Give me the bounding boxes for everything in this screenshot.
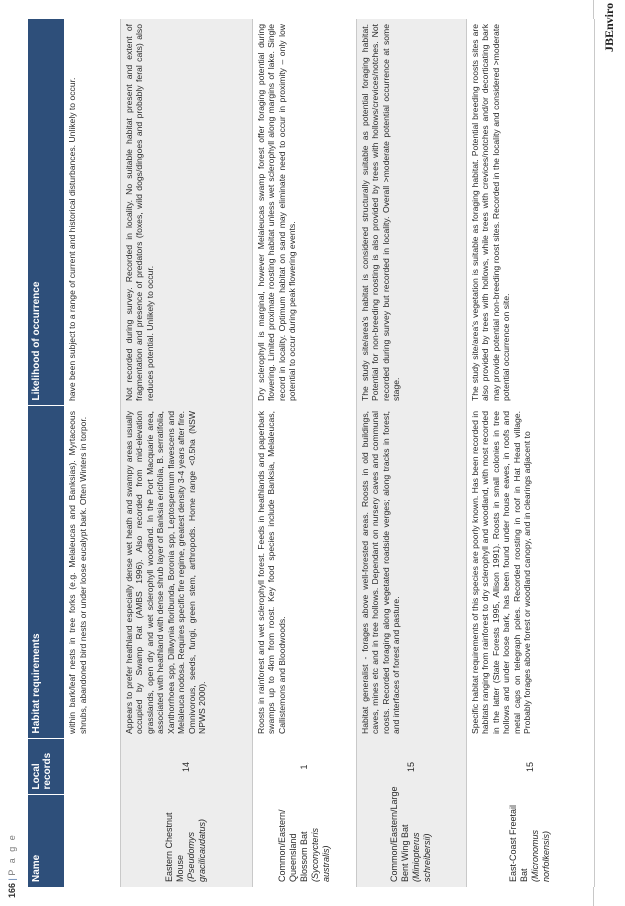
species-name-cell — [252, 795, 356, 887]
header-likelihood: Likelihood of occurrence — [28, 19, 64, 406]
habitat-cell: within bark/leaf nests in tree forks (e.g. Melaleucas and Banksias). Myrtaceous shrubs, abandoned bird nests or under loose eucalypt bark. Often Winters in torpor. — [64, 406, 120, 739]
header-habitat-requirements: Habitat requirements — [28, 406, 64, 739]
scientific-name: (Syconycteris australis) — [309, 827, 331, 882]
scientific-name: (Pseudomys gracilicaudatus) — [186, 818, 207, 882]
header-name: Name — [28, 795, 64, 887]
local-records-cell: 1 — [252, 739, 356, 795]
brand-logo-text: JBEnviro — [602, 2, 616, 52]
local-records-cell: 15 — [356, 739, 466, 795]
habitat-cell: Roosts in rainforest and wet sclerophyll forest. Feeds in heathlands and paperbark swamps up to 4km from roost. Key food species include Banksia, Melaleucas, Callistemons and Bloodwoods. — [252, 406, 356, 739]
page-word: P a g e — [7, 833, 17, 876]
common-name: Common/Eastern/ Queensland Blossom Bat — [276, 809, 309, 882]
header-local-records: Local records — [28, 739, 64, 795]
common-name: Common/Eastern/Large Bent Wing Bat — [389, 786, 410, 882]
table-header-row — [28, 19, 64, 887]
habitat-cell: Habitat generalist - forages above well-forested areas. Roosts in old buildings, caves, mines etc and in tree hollows. Dependant on nursery caves and communal roosts. Recorded foraging along vegetated roadside verges; along tracks in forest, and interfaces of forest and pasture. — [356, 406, 466, 739]
page-number: 166 — [7, 882, 17, 898]
local-records-cell — [64, 739, 120, 795]
habitat-cell: Appears to prefer heathland especially dense wet heath and swampy areas usually occupied by Swamp Rat (AMBS 1996). Also recorded from mid-elevation grasslands, open dry and wet sclerophyll woodland. In the Port Macquarie area, associated with heathland with dense shrub layer of Banksia ericifolia, B. serratifolia, Xanthorrhoea spp, Dillwynia floribunda, Boronia spp, Leptospermum flavescens and Melaleuca nodosa. Requires specific fire regime, greatest density 3-4 years after fire. Omnivorous, seeds, fungi, green stem, arthropods. Home range <0.5ha (NSW NPWS 2000). — [120, 406, 252, 739]
habitat-cell: Specific habitat requirements of this species are poorly known. Has been recorded in habitats ranging from rainforest to dry sclerophyll and woodland, with most recorded in the latter (State Forests 1995, Allison 1991). Roosts in small colonies in tree hollows and under loose bark, has been found under house eaves, in roofs and metal caps on telegraph poles. Recorded roosting in roof in Hat Head village. Probably forages above forest or woodland canopy, and in clearings adjacent to — [466, 406, 594, 739]
species-name-cell — [120, 795, 252, 887]
table-row — [64, 19, 120, 887]
table-row — [252, 19, 356, 887]
page-footer — [7, 833, 17, 898]
likelihood-cell: The study site/area's vegetation is suitable as foraging habitat. Potential breeding roosts sites are also provided by trees with hollows, while trees with crevices/notches and/or decorticating bark may provide potential non-breeding roost sites. Recorded in the locality and considered >moderate potential occurrence on site. — [466, 19, 594, 406]
species-name-cell — [466, 795, 594, 887]
scientific-name: (Micronomus norfolkensis) — [530, 829, 551, 882]
likelihood-cell: have been subject to a range of current and historical disturbances. Unlikely to occur. — [64, 19, 120, 406]
table-row — [466, 19, 594, 887]
footer-separator: | — [7, 878, 17, 881]
common-name: Eastern Chestnut Mouse — [164, 812, 185, 882]
table-row — [120, 19, 252, 887]
local-records-cell: 15 — [466, 739, 594, 795]
likelihood-cell: The study site/area's habitat is considered structurally suitable as potential foraging habitat. Potential for non-breeding roosting is also provided by trees with hollows/crevices/notches. Not recorded during survey but recorded in locality. Overall >moderate potential occurrence at some stage. — [356, 19, 466, 406]
likelihood-cell: Dry sclerophyll is marginal, however Melaleucas swamp forest offer foraging potential during flowering. Limited proximate roosting habitat unless wet sclerophyll along margins of lake. Single record in locality. Optimum habitat on sand may eliminate need to occur in proximity – only low potential to occur during peak flowering events. — [252, 19, 356, 406]
common-name: East-Coast Freetail Bat — [508, 804, 529, 882]
scientific-name: (Miniopterus schreibersii) — [411, 832, 432, 882]
species-name-cell — [64, 795, 120, 887]
rotated-page — [28, 19, 594, 887]
species-name-cell — [356, 786, 466, 887]
species-table — [28, 19, 595, 888]
likelihood-cell: Not recorded during survey. Recorded in locality. No suitable habitat present and extent of fragmentation and presence of predators (foxes, wild dogs/dingoes and probably feral cats) also reduces potential. Unlikely to occur. — [120, 19, 252, 406]
local-records-cell: 14 — [120, 739, 252, 795]
table-row — [356, 19, 466, 887]
